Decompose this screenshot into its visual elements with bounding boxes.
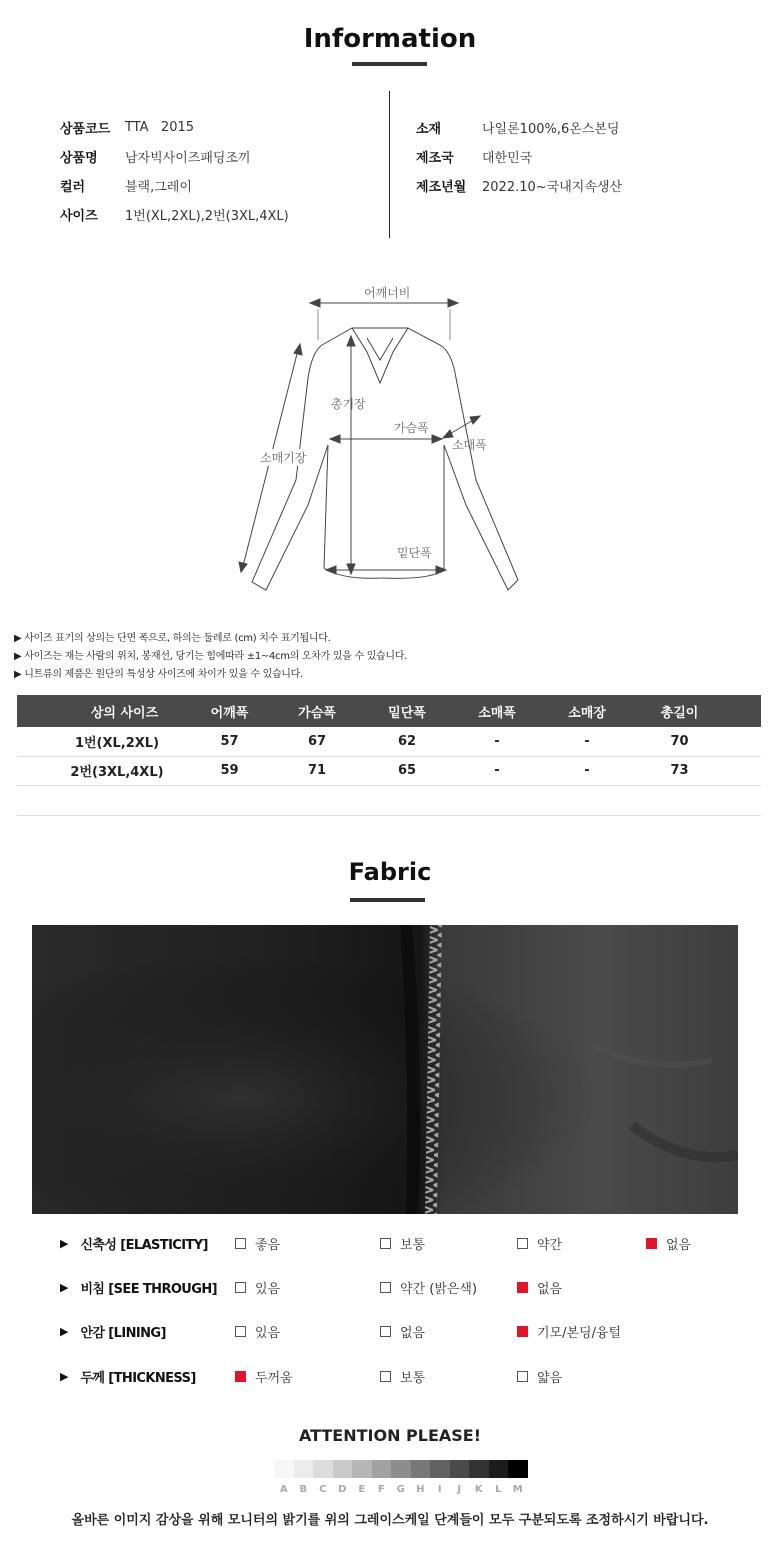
grayscale-letter: J: [457, 1484, 462, 1495]
info-value: 남자빅사이즈패딩조끼: [125, 151, 251, 166]
grayscale-swatch: [274, 1460, 294, 1478]
option-label: 있음: [255, 1282, 281, 1297]
option-slight-bright: [380, 1278, 477, 1297]
header-cell: 소매폭: [452, 695, 542, 727]
triangle-right-icon: ▶: [60, 1237, 69, 1250]
table-cell: -: [452, 727, 542, 756]
info-value: TTA 2015: [125, 120, 195, 135]
grayscale-letter: A: [279, 1484, 288, 1495]
table-cell-empty: [727, 756, 761, 785]
size-notes: [14, 630, 407, 684]
info-key: 상품코드: [60, 122, 111, 137]
info-value: 나일론100%,6온스본딩: [482, 122, 620, 137]
grayscale-swatch: [469, 1460, 489, 1478]
checkbox: [235, 1282, 246, 1293]
info-key: 컬러: [60, 180, 86, 195]
info-row-country: [416, 142, 622, 171]
table-cell: 57: [187, 727, 272, 756]
size-note: ▶ 사이즈 표기의 상의는 단면 폭으로, 하의는 둘레로 (cm) 치수 표기됩니다.: [14, 633, 331, 644]
option-normal: [380, 1367, 425, 1386]
info-key: 사이즈: [60, 209, 98, 224]
attr-label: 신축성 [ELASTICITY]: [80, 1238, 208, 1253]
option-thick: [235, 1367, 293, 1386]
option-brushed-bonding: [517, 1322, 621, 1341]
table-cell: -: [542, 756, 632, 785]
option-good: [235, 1234, 280, 1253]
label-hem-width: 밑단폭: [397, 546, 432, 560]
label-total-length: 총기장: [331, 397, 366, 411]
option-label: 약간 (밝은색): [400, 1282, 478, 1297]
info-key: 소재: [416, 122, 442, 137]
option-label: 약간: [537, 1238, 563, 1253]
grayscale-bar: [274, 1460, 528, 1478]
option-label: 좋음: [255, 1238, 281, 1253]
table-cell: 65: [362, 756, 452, 785]
grayscale-letter: K: [474, 1484, 483, 1495]
table-cell-empty: [727, 727, 761, 756]
triangle-right-icon: ▶: [60, 1370, 69, 1383]
option-label: 있음: [255, 1326, 281, 1341]
grayscale-letter: F: [377, 1484, 385, 1495]
checkbox: [235, 1326, 246, 1337]
info-row-color: [60, 171, 289, 200]
table-cell: 2번(3XL,4XL): [17, 756, 187, 785]
checkbox: [380, 1238, 391, 1249]
header-cell-empty: [727, 695, 761, 727]
label-sleeve-width: 소매폭: [452, 438, 487, 452]
header-cell: 어깨폭: [187, 695, 272, 727]
attr-label: 안감 [LINING]: [80, 1326, 166, 1341]
table-row: [17, 727, 761, 756]
option-slight: [517, 1234, 562, 1253]
option-thin: [517, 1367, 562, 1386]
header-cell: 밑단폭: [362, 695, 452, 727]
info-value: 1번(XL,2XL),2번(3XL,4XL): [125, 209, 289, 224]
size-note: ▶ 사이즈는 재는 사람의 위치, 봉재선, 당기는 힘에따라 ±1~4cm의 오차가 있을 수 있습니다.: [14, 651, 408, 662]
grayscale-swatch: [508, 1460, 528, 1478]
info-key: 제조국: [416, 151, 454, 166]
size-note: ▶ 니트류의 제품은 원단의 특성상 사이즈에 차이가 있을 수 있습니다.: [14, 669, 303, 680]
checkbox: [235, 1238, 246, 1249]
info-row-material: [416, 113, 622, 142]
fabric-title: Fabric: [348, 858, 432, 886]
grayscale-swatch: [294, 1460, 314, 1478]
info-row-product-code: [60, 113, 289, 142]
checkbox: [380, 1282, 391, 1293]
size-table-header: [17, 695, 761, 727]
option-label: 얇음: [537, 1371, 563, 1386]
information-title-underline: [352, 62, 427, 66]
option-label: 없음: [400, 1326, 426, 1341]
info-right-column: [416, 113, 622, 200]
triangle-right-icon: ▶: [60, 1325, 69, 1338]
table-cell-empty: [17, 785, 761, 815]
grayscale-letters: [274, 1484, 528, 1495]
grayscale-letter: C: [319, 1484, 327, 1495]
label-chest-width: 가슴폭: [394, 421, 429, 435]
grayscale-swatch: [352, 1460, 372, 1478]
table-cell: 70: [632, 727, 727, 756]
label-shoulder-width: 어깨너비: [361, 284, 413, 301]
info-key: 상품명: [60, 151, 98, 166]
grayscale-letter: I: [437, 1484, 442, 1495]
grayscale-swatch: [372, 1460, 392, 1478]
attr-heading: [60, 1234, 208, 1253]
checkbox: [380, 1371, 391, 1382]
option-label: 기모/본딩/융털: [537, 1326, 622, 1341]
info-row-size: [60, 200, 289, 229]
attr-heading: [60, 1322, 166, 1341]
header-cell: 상의 사이즈: [17, 695, 187, 727]
grayscale-swatch: [489, 1460, 509, 1478]
checkbox-checked: [517, 1326, 528, 1337]
fabric-title-underline: [350, 898, 425, 902]
table-cell: -: [542, 727, 632, 756]
table-cell: 59: [187, 756, 272, 785]
grayscale-letter: H: [416, 1484, 425, 1495]
info-row-product-name: [60, 142, 289, 171]
table-cell: 71: [272, 756, 362, 785]
option-label: 보통: [400, 1371, 426, 1386]
grayscale-swatch: [333, 1460, 353, 1478]
grayscale-letter: G: [396, 1484, 405, 1495]
grayscale-letter: L: [495, 1484, 502, 1495]
option-label: 두꺼움: [255, 1371, 293, 1386]
attention-title: ATTENTION PLEASE!: [298, 1426, 482, 1445]
header-cell: 가슴폭: [272, 695, 362, 727]
table-cell: 62: [362, 727, 452, 756]
option-yes: [235, 1322, 280, 1341]
option-yes: [235, 1278, 280, 1297]
checkbox-checked: [646, 1238, 657, 1249]
checkbox: [380, 1326, 391, 1337]
attr-label: 두께 [THICKNESS]: [80, 1371, 196, 1386]
attention-message: 올바른 이미지 감상을 위해 모니터의 밝기를 위의 그레이스케일 단계들이 모두 구분되도록 조정하시기 바랍니다.: [71, 1513, 709, 1528]
grayscale-letter: M: [512, 1484, 523, 1495]
table-row: [17, 756, 761, 785]
option-none: [380, 1322, 425, 1341]
label-sleeve-length: 소매기장: [260, 451, 307, 465]
fabric-zipper-photo: [32, 925, 738, 1214]
fabric-closeup-image: [32, 925, 738, 1214]
measurement-diagram: [230, 280, 530, 600]
size-table: [17, 695, 761, 816]
info-row-manufacture-date: [416, 171, 622, 200]
header-cell: 총길이: [632, 695, 727, 727]
grayscale-letter: D: [338, 1484, 347, 1495]
attr-heading: [60, 1367, 196, 1386]
attr-label: 비침 [SEE THROUGH]: [80, 1282, 217, 1297]
info-left-column: [60, 113, 289, 229]
grayscale-swatch: [430, 1460, 450, 1478]
info-divider: [389, 91, 390, 238]
header-cell: 소매장: [542, 695, 632, 727]
option-label: 없음: [537, 1282, 563, 1297]
grayscale-swatch: [450, 1460, 470, 1478]
table-cell: -: [452, 756, 542, 785]
option-label: 없음: [666, 1238, 692, 1253]
checkbox-checked: [517, 1282, 528, 1293]
checkbox: [517, 1238, 528, 1249]
table-cell: 67: [272, 727, 362, 756]
option-none: [646, 1234, 691, 1253]
grayscale-swatch: [391, 1460, 411, 1478]
checkbox-checked: [235, 1371, 246, 1382]
grayscale-swatch: [313, 1460, 333, 1478]
table-row-empty: [17, 785, 761, 815]
info-value: 블랙,그레이: [125, 180, 192, 195]
attr-heading: [60, 1278, 217, 1297]
info-value: 대한민국: [482, 151, 533, 166]
grayscale-swatch: [411, 1460, 431, 1478]
table-cell: 73: [632, 756, 727, 785]
checkbox: [517, 1371, 528, 1382]
option-none: [517, 1278, 562, 1297]
option-label: 보통: [400, 1238, 426, 1253]
grayscale-letter: E: [358, 1484, 366, 1495]
table-cell: 1번(XL,2XL): [17, 727, 187, 756]
triangle-right-icon: ▶: [60, 1281, 69, 1294]
info-key: 제조년월: [416, 180, 467, 195]
option-normal: [380, 1234, 425, 1253]
info-value: 2022.10~국내지속생산: [482, 180, 622, 195]
grayscale-letter: B: [299, 1484, 308, 1495]
information-title: Information: [303, 24, 477, 54]
